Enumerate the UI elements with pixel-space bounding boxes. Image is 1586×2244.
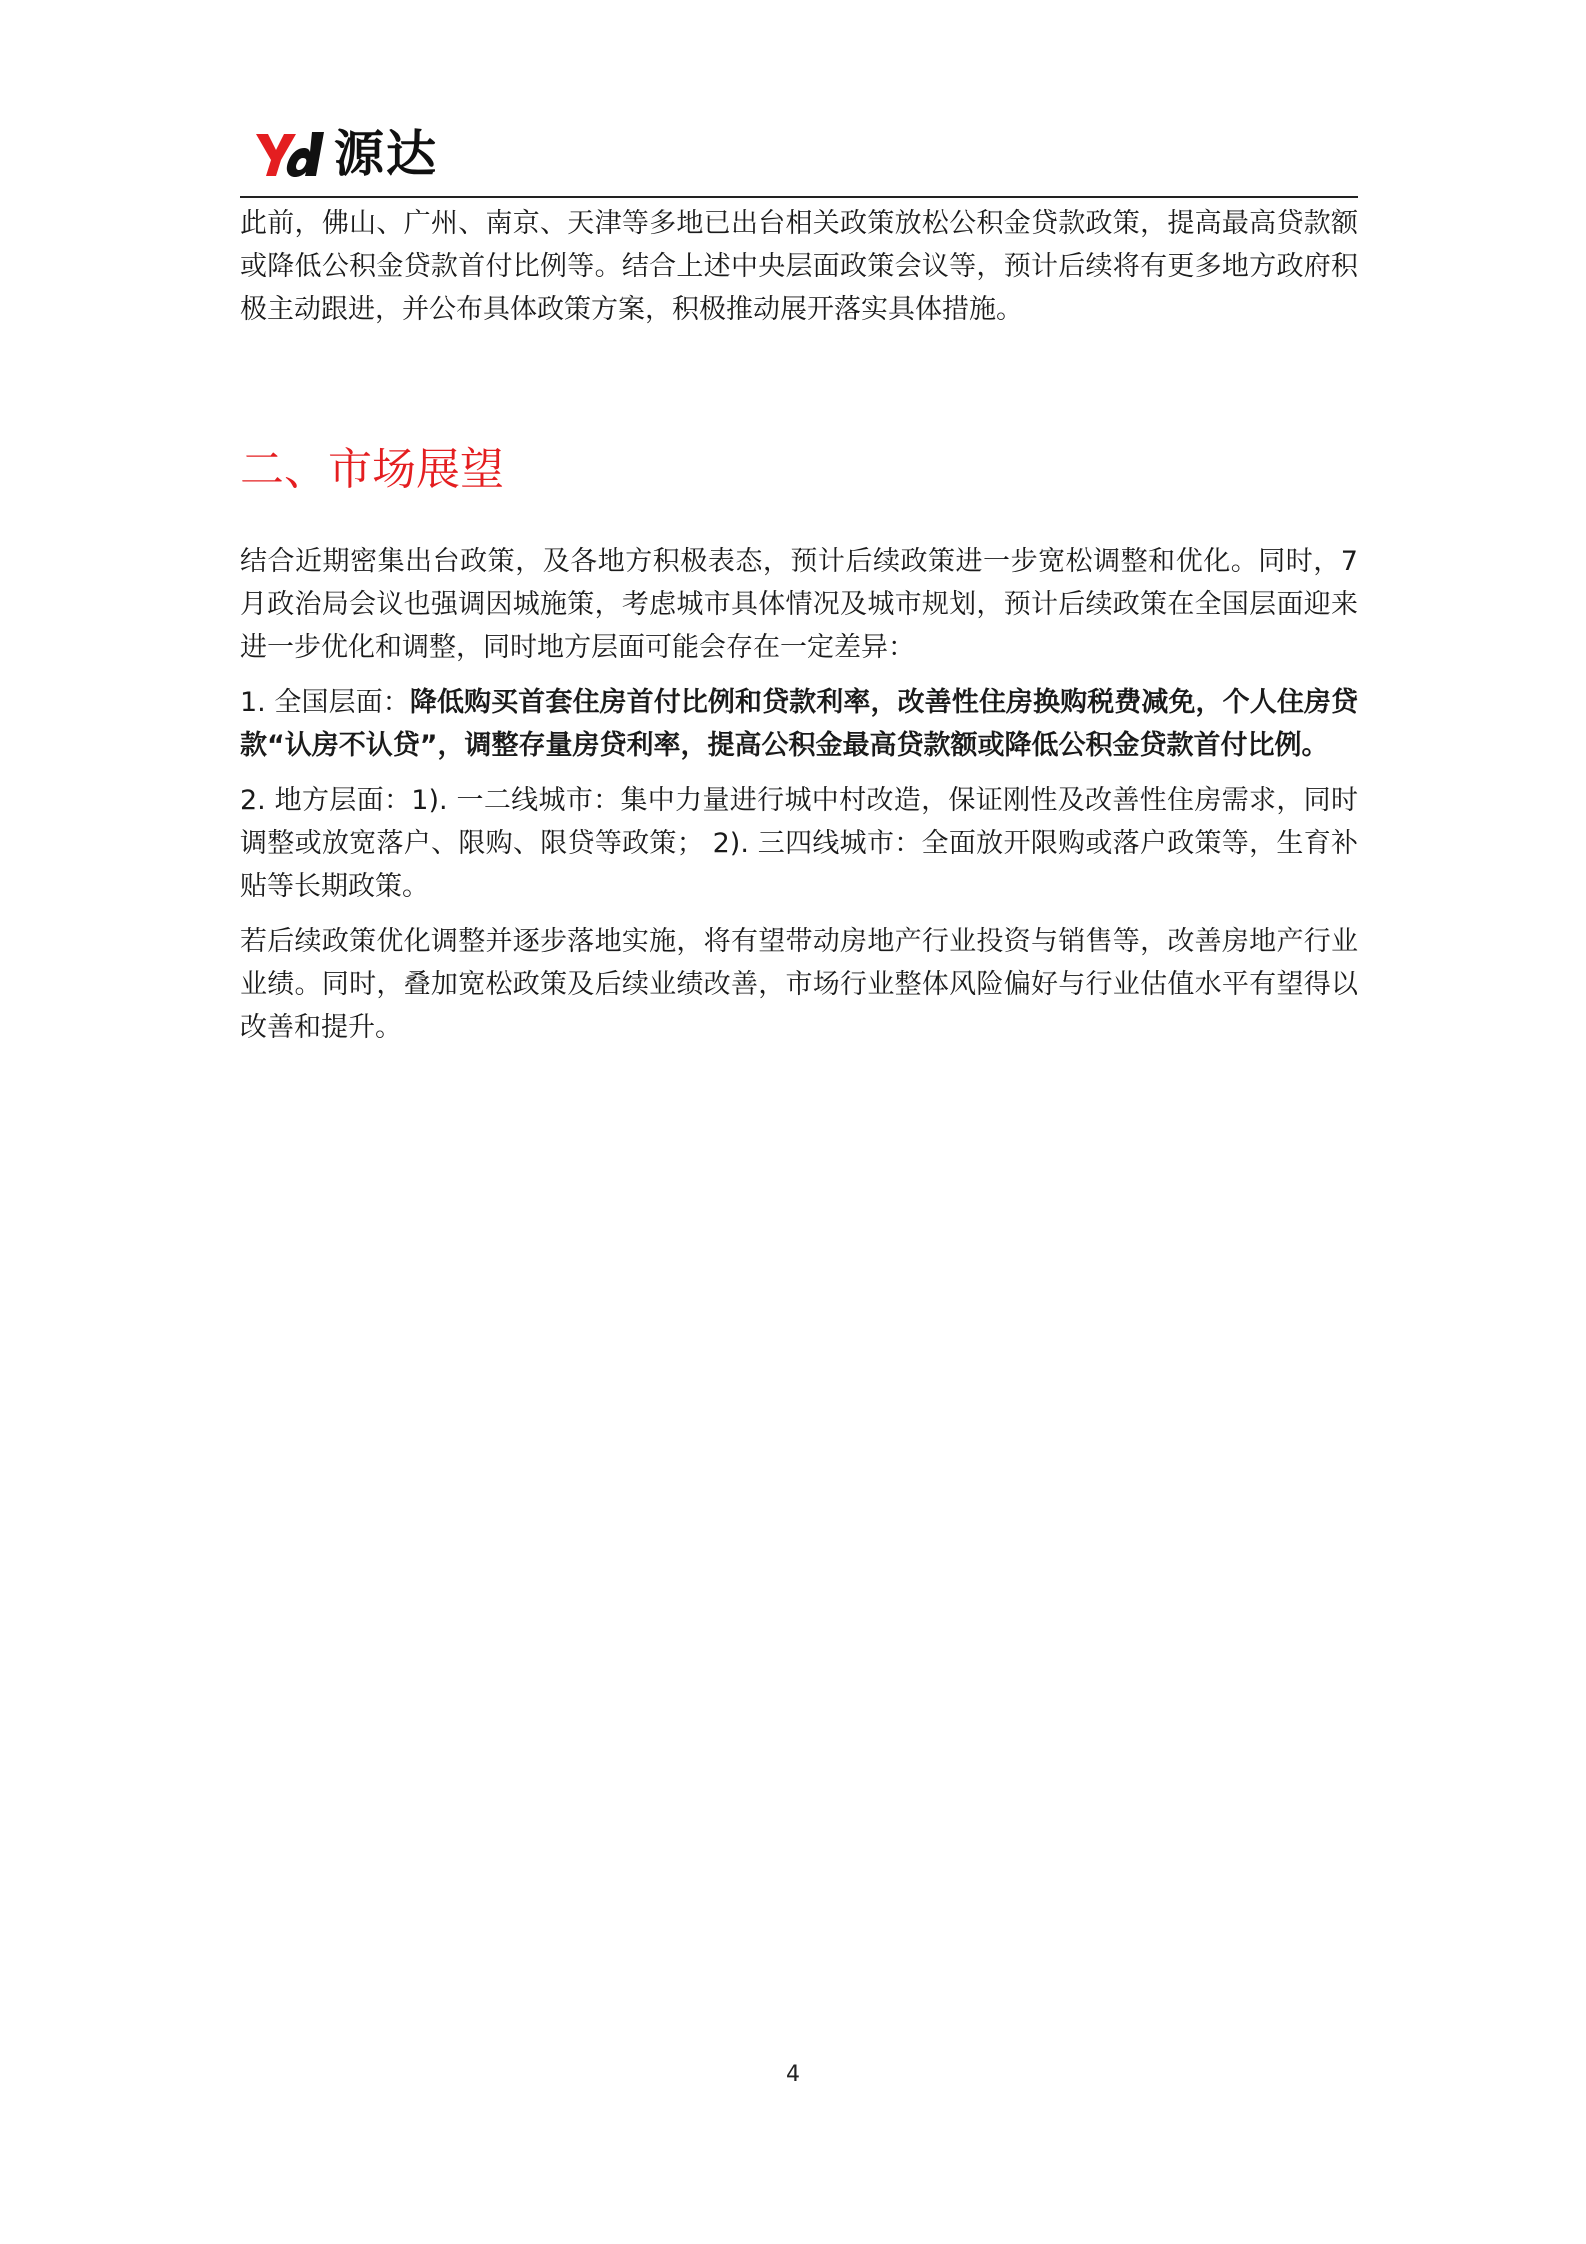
- market-outlook-section: [240, 540, 1358, 1061]
- section-title: 二、市场展望: [240, 444, 504, 495]
- page-number: 4: [786, 2062, 800, 2087]
- intro-paragraph: 此前，佛山、广州、南京、天津等多地已出台相关政策放松公积金贷款政策，提高最高贷款额或降低公积金贷款首付比例等。结合上述中央层面政策会议等，预计后续将有更多地方政府积极主动跟进，并公布具体政策方案，积极推动展开落实具体措施。: [240, 208, 1358, 325]
- company-logo: [254, 124, 438, 184]
- yd-logo-icon: [254, 126, 328, 182]
- outlook-paragraph-national: [240, 681, 1358, 767]
- intro-section: [240, 202, 1358, 331]
- national-label: 1. 全国层面：: [240, 687, 410, 718]
- logo-text: 源达: [334, 125, 438, 183]
- outlook-paragraph-local: 2. 地方层面：1). 一二线城市：集中力量进行城中村改造，保证刚性及改善性住房需求，同时调整或放宽落户、限购、限贷等政策； 2). 三四线城市：全面放开限购或落户政策等，生育补贴等长期政策。: [240, 785, 1358, 902]
- national-policy-bold: 降低购买首套住房首付比例和贷款利率，改善性住房换购税费减免，个人住房贷款“认房不认贷”，调整存量房贷利率，提高公积金最高贷款额或降低公积金贷款首付比例。: [240, 687, 1359, 761]
- outlook-paragraph-1: 结合近期密集出台政策，及各地方积极表态，预计后续政策进一步宽松调整和优化。同时，7 月政治局会议也强调因城施策，考虑城市具体情况及城市规划，预计后续政策在全国层面迎来进一步优化和调整，同时地方层面可能会存在一定差异：: [240, 546, 1358, 663]
- outlook-paragraph-conclusion: 若后续政策优化调整并逐步落地实施，将有望带动房地产行业投资与销售等，改善房地产行业业绩。同时，叠加宽松政策及后续业绩改善，市场行业整体风险偏好与行业估值水平有望得以改善和提升。: [240, 926, 1358, 1043]
- page-header: [240, 120, 1358, 198]
